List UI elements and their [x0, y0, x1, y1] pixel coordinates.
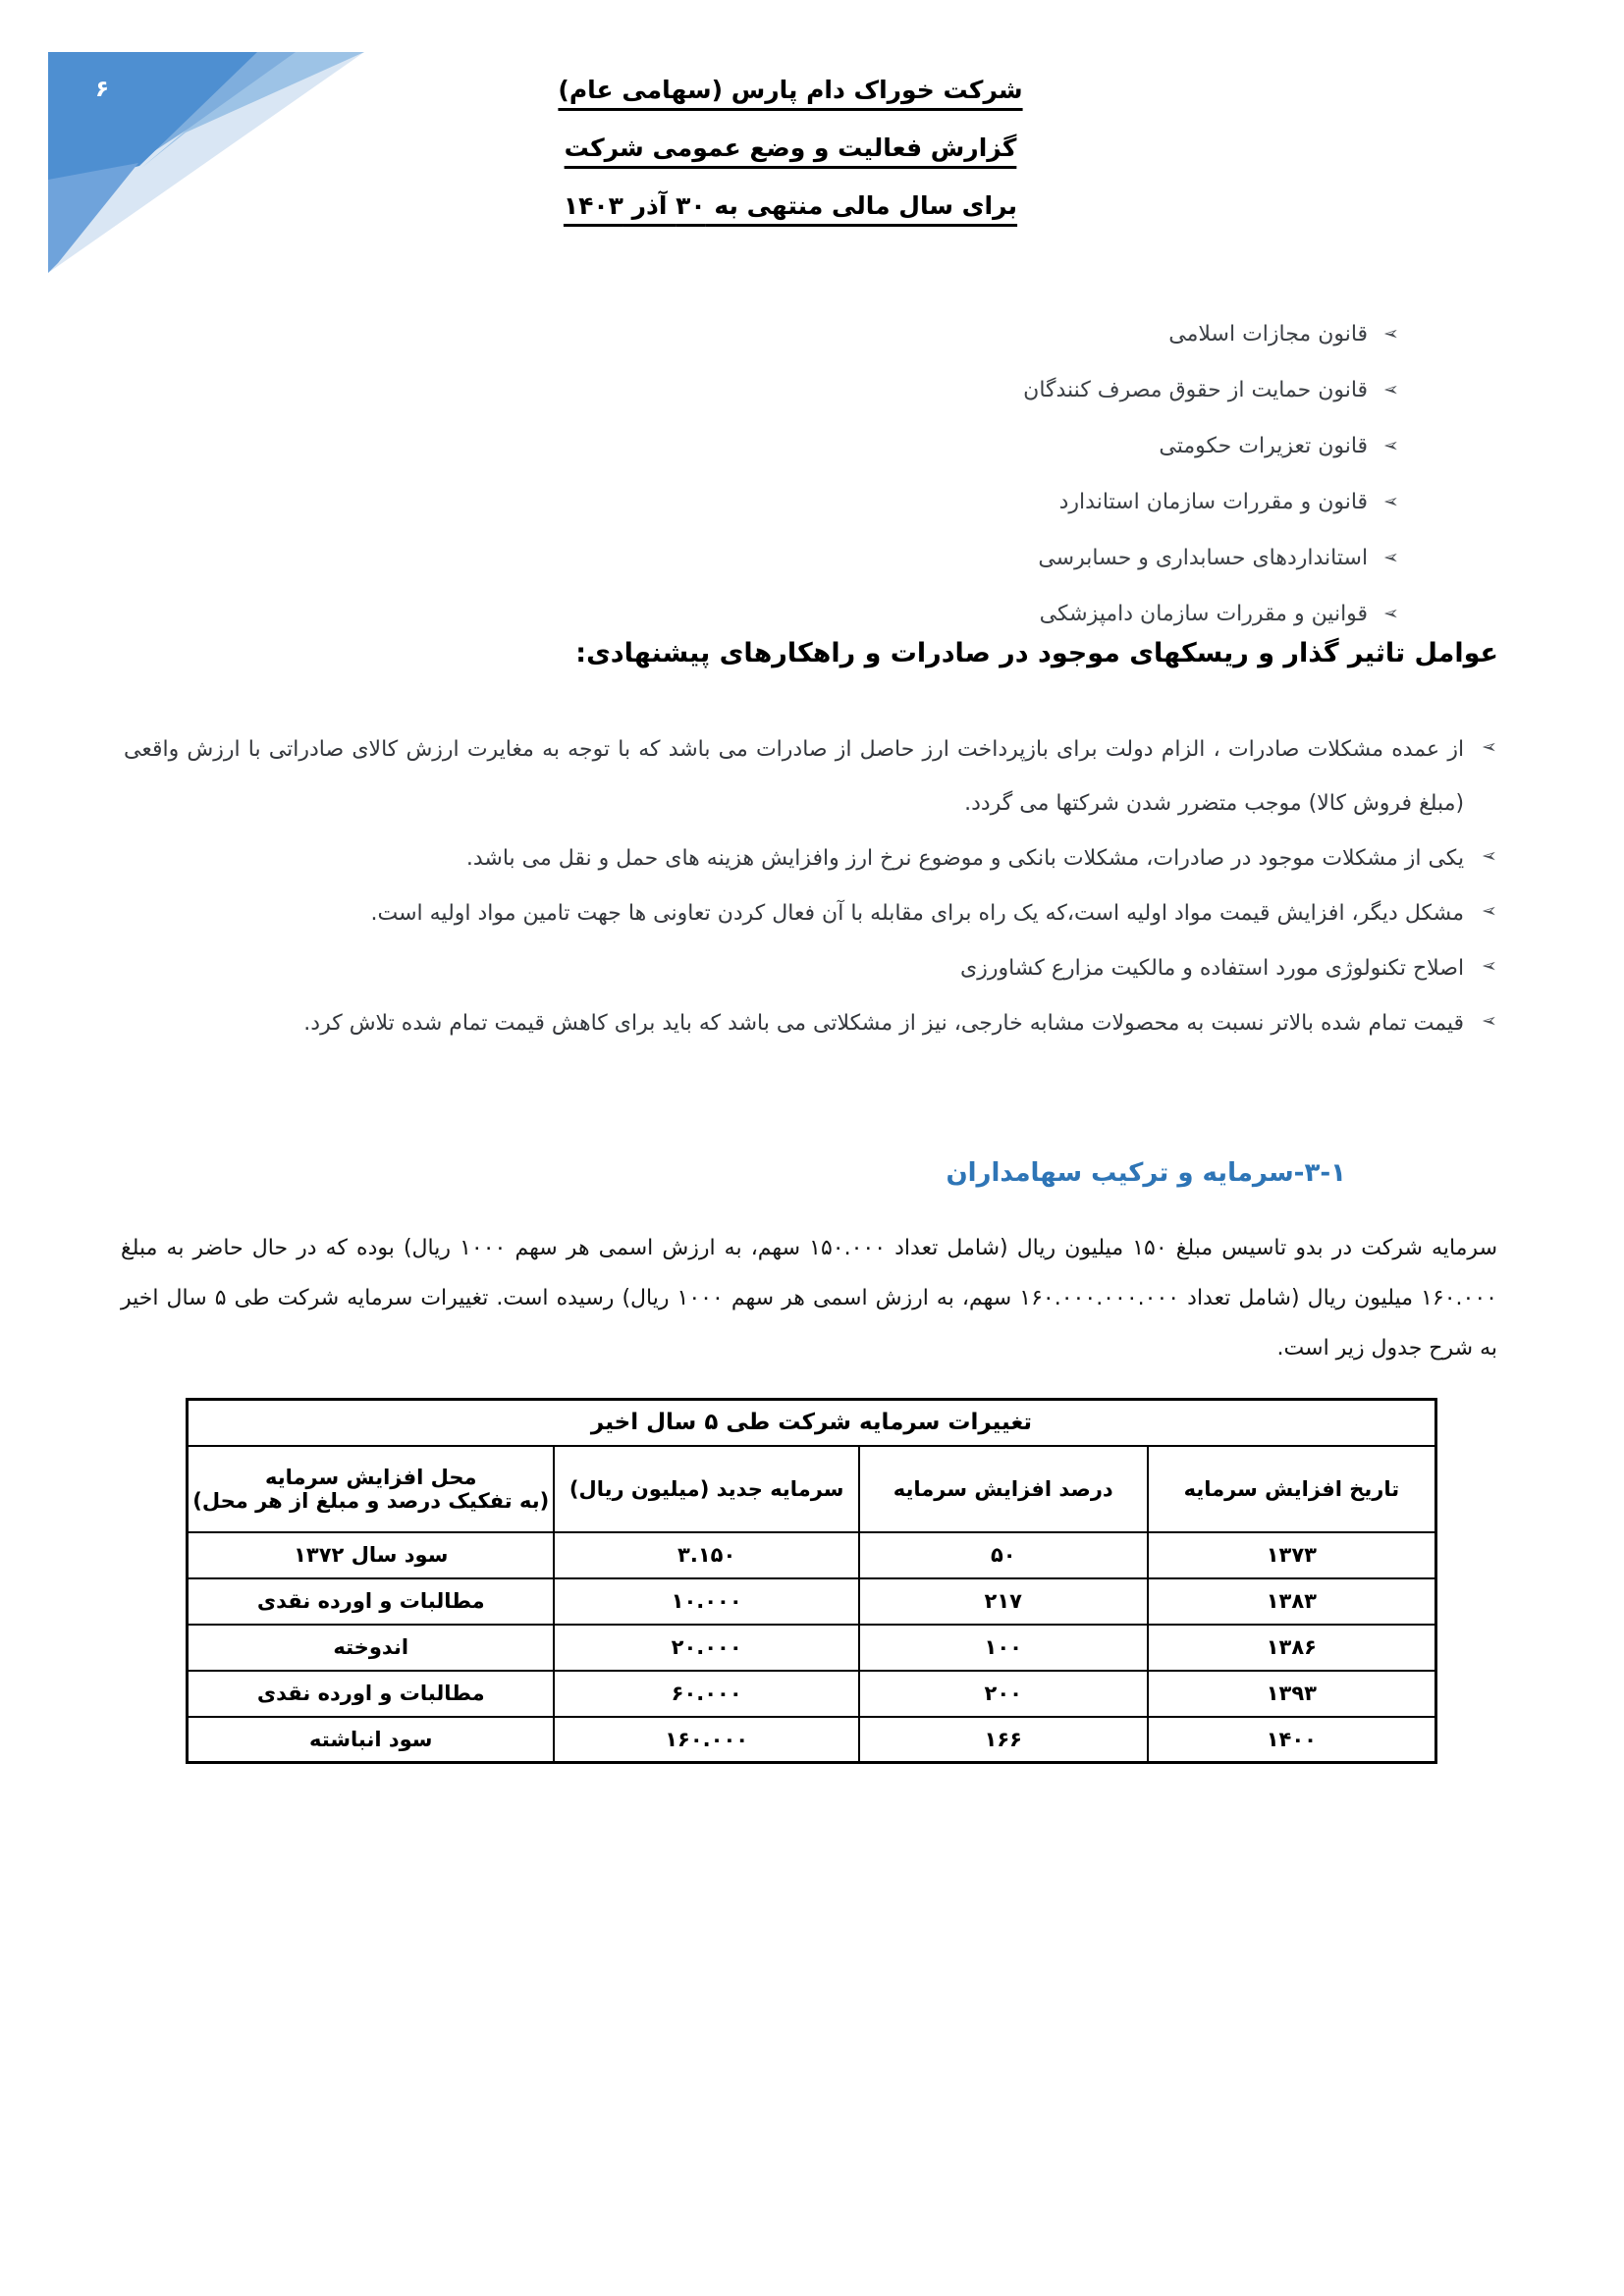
risk-item-text: قیمت تمام شده بالاتر نسبت به محصولات مشابه خارجی، نیز از مشکلاتی می باشد که باید برای کاهش قیمت تمام شده تلاش کرد. [303, 1011, 1465, 1036]
cell-new-capital: ۶۰.۰۰۰ [554, 1671, 858, 1717]
law-item-label: قانون حمایت از حقوق مصرف کنندگان [1023, 378, 1369, 402]
risk-item-text: از عمده مشکلات صادرات ، الزام دولت برای بازپرداخت ارز حاصل از صادرات می باشد که با توجه به مغایرت ارزش کالای صادراتی با ارزش واقعی (مبلغ فروش کالا) موجب متضرر شدن شرکتها می گردد. [124, 737, 1465, 816]
cell-date: ۱۳۷۳ [1148, 1532, 1436, 1578]
cell-new-capital: ۲۰.۰۰۰ [554, 1625, 858, 1671]
company-title: شرکت خوراک دام پارس (سهامی عام) [558, 76, 1023, 104]
column-header-date: تاریخ افزایش سرمایه [1148, 1446, 1436, 1532]
table-title: تغییرات سرمایه شرکت طی ۵ سال اخیر [188, 1400, 1436, 1446]
table-title-row [188, 1400, 1436, 1446]
list-item [124, 941, 1497, 995]
cell-new-capital: ۳.۱۵۰ [554, 1532, 858, 1578]
list-item [124, 831, 1497, 885]
list-item [1023, 586, 1399, 642]
report-header [530, 61, 1051, 235]
law-item-label: قانون تعزیرات حکومتی [1159, 434, 1369, 458]
arrow-bullet-icon: ➢ [1383, 323, 1399, 345]
cell-date: ۱۳۹۳ [1148, 1671, 1436, 1717]
arrow-bullet-icon: ➢ [1383, 547, 1399, 568]
table-row [188, 1578, 1436, 1625]
column-header-source-line2: (به تفکیک درصد و مبلغ از هر محل) [192, 1488, 550, 1513]
cell-source: سود انباشته [188, 1717, 555, 1763]
arrow-bullet-icon: ➢ [1383, 491, 1399, 512]
export-risks-list [124, 722, 1497, 1051]
arrow-bullet-icon: ➢ [1482, 736, 1497, 758]
list-item [124, 722, 1497, 830]
cell-source: اندوخته [188, 1625, 555, 1671]
law-item-label: قانون و مقررات سازمان استاندارد [1058, 490, 1369, 514]
arrow-bullet-icon: ➢ [1482, 1010, 1497, 1032]
table-row [188, 1625, 1436, 1671]
cell-new-capital: ۱۶۰.۰۰۰ [554, 1717, 858, 1763]
cell-percent: ۲۰۰ [859, 1671, 1148, 1717]
table-row [188, 1717, 1436, 1763]
cell-percent: ۵۰ [859, 1532, 1148, 1578]
cell-new-capital: ۱۰.۰۰۰ [554, 1578, 858, 1625]
cell-date: ۱۴۰۰ [1148, 1717, 1436, 1763]
cell-source: سود سال ۱۳۷۲ [188, 1532, 555, 1578]
column-header-source [188, 1446, 555, 1532]
cell-percent: ۱۶۶ [859, 1717, 1148, 1763]
list-item [124, 886, 1497, 940]
cell-source: مطالبات و اورده نقدی [188, 1578, 555, 1625]
arrow-bullet-icon: ➢ [1383, 379, 1399, 400]
risk-item-text: مشکل دیگر، افزایش قیمت مواد اولیه است،که یک راه برای مقابله با آن فعال کردن تعاونی ها جهت تامین مواد اولیه است. [370, 901, 1465, 926]
cell-date: ۱۳۸۶ [1148, 1625, 1436, 1671]
column-header-source-line1: محل افزایش سرمایه [264, 1465, 477, 1489]
cell-source: مطالبات و اورده نقدی [188, 1671, 555, 1717]
law-item-label: استانداردهای حسابداری و حسابرسی [1038, 546, 1369, 570]
list-item [1023, 418, 1399, 474]
list-item [124, 996, 1497, 1050]
law-item-label: قوانین و مقررات سازمان دامپزشکی [1039, 602, 1369, 626]
capital-section-heading: ۳-۱-سرمایه و ترکیب سهامداران [946, 1158, 1346, 1188]
table-header-row [188, 1446, 1436, 1532]
column-header-percent: درصد افزایش سرمایه [859, 1446, 1148, 1532]
list-item [1023, 530, 1399, 586]
table-row [188, 1671, 1436, 1717]
law-item-label: قانون مجازات اسلامی [1168, 322, 1369, 347]
list-item [1023, 474, 1399, 530]
cell-percent: ۲۱۷ [859, 1578, 1148, 1625]
laws-list [1023, 306, 1399, 642]
arrow-bullet-icon: ➢ [1383, 435, 1399, 456]
capital-paragraph: سرمایه شرکت در بدو تاسیس مبلغ ۱۵۰ میلیون ریال (شامل تعداد ۱۵۰.۰۰۰ سهم، به ارزش اسمی هر سهم ۱۰۰۰ ریال) بوده که در حال حاضر به مبلغ ۱۶۰.۰۰۰ میلیون ریال (شامل تعداد ۱۶۰.۰۰۰.۰۰۰.۰۰۰ سهم، به ارزش اسمی هر سهم ۱۰۰۰ ریال) رسیده است. تغییرات سرمایه شرکت طی ۵ سال اخیر به شرح جدول زیر است. [121, 1236, 1498, 1361]
column-header-new-capital: سرمایه جدید (میلیون ریال) [554, 1446, 858, 1532]
arrow-bullet-icon: ➢ [1482, 845, 1497, 867]
list-item [1023, 306, 1399, 362]
list-item [1023, 362, 1399, 418]
arrow-bullet-icon: ➢ [1482, 900, 1497, 922]
capital-changes-table [186, 1398, 1437, 1764]
page-number: ۶ [95, 77, 110, 102]
arrow-bullet-icon: ➢ [1482, 955, 1497, 977]
report-title: گزارش فعالیت و وضع عمومی شرکت [564, 133, 1017, 162]
risk-item-text: یکی از مشکلات موجود در صادرات، مشکلات بانکی و موضوع نرخ ارز وافزایش هزینه های حمل و نقل می باشد. [465, 846, 1465, 871]
arrow-bullet-icon: ➢ [1383, 603, 1399, 624]
table-row [188, 1532, 1436, 1578]
export-risks-heading: عوامل تاثیر گذار و ریسکهای موجود در صادرات و راهکارهای پیشنهادی: [575, 638, 1498, 668]
risk-item-text: اصلاح تکنولوژی مورد استفاده و مالکیت مزارع کشاورزی [960, 956, 1465, 981]
cell-date: ۱۳۸۳ [1148, 1578, 1436, 1625]
cell-percent: ۱۰۰ [859, 1625, 1148, 1671]
fiscal-year-line: برای سال مالی منتهی به ۳۰ آذر ۱۴۰۳ [563, 191, 1018, 220]
